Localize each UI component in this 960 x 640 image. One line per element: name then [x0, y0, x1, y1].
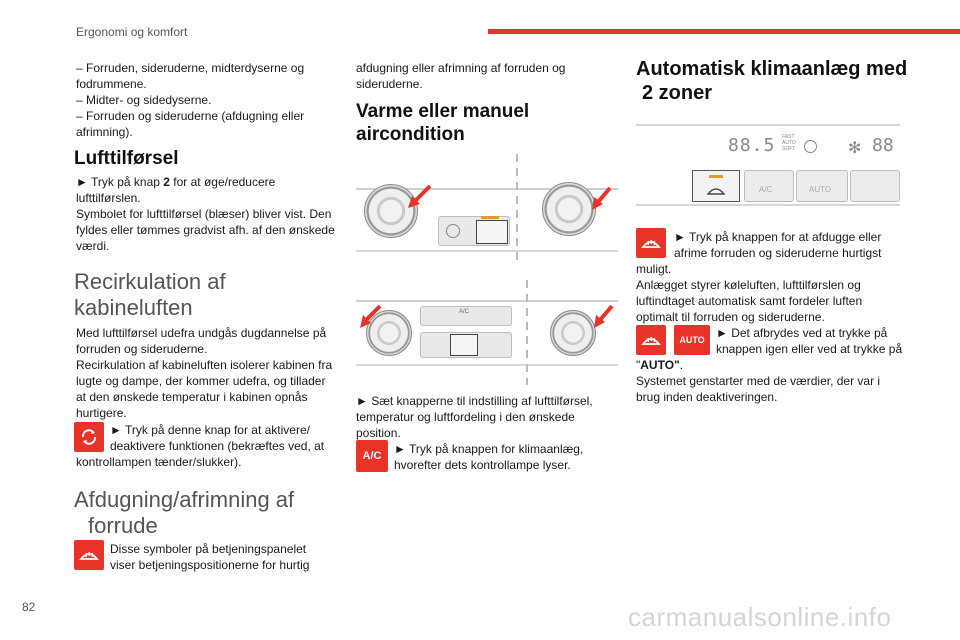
paragraph-line: Systemet genstarter med de værdier, der var i	[636, 374, 881, 388]
paragraph-line: ► Sæt knapperne til indstilling af lufttilførsel,	[356, 394, 593, 408]
blank-button	[850, 170, 900, 202]
panel-edge	[356, 300, 618, 302]
mode-soft: SOFT	[782, 146, 796, 152]
paragraph-line: ► Tryk på knappen for at afdugge eller	[674, 230, 882, 244]
column-1	[76, 60, 346, 140]
list-line: afrimning).	[76, 125, 133, 139]
auto-button-text-cont	[636, 357, 902, 405]
paragraph-line: knappen igen eller ved at trykke på	[716, 342, 903, 356]
manual-steps	[356, 393, 618, 441]
recirculation-badge	[74, 422, 104, 452]
page-number: 82	[22, 600, 36, 614]
auto-button	[796, 170, 848, 202]
recirculation-icon	[78, 426, 100, 448]
indicator-lamp	[709, 175, 723, 178]
heading-line: Afdugning/afrimning af	[74, 487, 295, 512]
heading-varme	[356, 100, 529, 146]
recirc-button-text-cont	[76, 454, 348, 470]
temperature-display-right: 88	[872, 135, 894, 156]
windscreen-defrost-icon	[640, 232, 662, 254]
paragraph-line: Symbolet for lufttilførsel (blæser) bliver vist. Den	[76, 207, 332, 221]
paragraph-line: hvorefter dets kontrollampe lyser.	[394, 458, 571, 472]
ac-badge	[356, 440, 388, 472]
recirculation-icon	[804, 140, 817, 153]
paragraph-line: ► Tryk på denne knap for at aktivere/	[110, 423, 310, 437]
paragraph-line: ► Tryk på knappen for klimaanlæg,	[394, 442, 584, 456]
header-accent-bar	[488, 29, 960, 34]
paragraph-line: ► Det afbrydes ved at trykke på	[716, 326, 888, 340]
seat-airflow-button	[476, 220, 508, 244]
recirkulation-body	[76, 325, 348, 421]
paragraph-line: viser betjeningspositionerne for hurtig	[110, 558, 310, 572]
auto-label: AUTO	[809, 185, 832, 194]
panel-edge	[636, 124, 900, 126]
defrost-button	[692, 170, 740, 202]
paragraph-line: at den ønskede temperatur i kabinen opnås	[76, 390, 308, 404]
fan-badge	[636, 325, 666, 355]
recirc-button-text	[110, 422, 350, 454]
ac-button	[744, 170, 794, 202]
ac-button	[420, 306, 512, 326]
panel-edge	[356, 364, 618, 366]
heading-line: 2 zoner	[642, 82, 713, 104]
paragraph-line	[636, 357, 902, 373]
paragraph-line: optimalt til forruden og sideruderne.	[636, 310, 825, 324]
paragraph-line: kontrollampen tænder/slukker).	[76, 455, 242, 469]
heading-line: Varme eller manuel	[356, 101, 530, 122]
afdugning-body	[110, 541, 350, 573]
windscreen-defrost-icon	[707, 182, 725, 196]
paragraph-line: position.	[356, 426, 401, 440]
divider-dashed	[516, 154, 518, 266]
paragraph-line: brug inden deaktiveringen.	[636, 390, 778, 404]
paragraph-line: muligt.	[636, 262, 672, 276]
paragraph-line: sideruderne.	[356, 77, 423, 91]
paragraph-line: deaktivere funktionen (bekræftes ved, at	[110, 439, 325, 453]
defrost-badge	[636, 228, 666, 258]
ac-badge-label: A/C	[362, 450, 382, 462]
auto-button-text	[716, 325, 906, 357]
text-span: ► Tryk på knap	[76, 175, 164, 189]
red-arrow-icon	[590, 302, 616, 330]
manual-panel-illustration-bottom	[356, 280, 618, 385]
paragraph-line: Recirkulation af kabineluften isolerer kabinen fra	[76, 358, 333, 372]
knob-number: 2	[163, 175, 170, 189]
heading-line: aircondition	[356, 124, 465, 145]
heading-lufttilforsel: Lufttilførsel	[74, 148, 179, 169]
paragraph-line: luftindtaget automatisk samt fordeler luften	[636, 294, 863, 308]
mode-auto: AUTO	[782, 140, 796, 146]
heading-recirkulation	[74, 269, 226, 321]
red-arrow-icon	[588, 184, 614, 212]
panel-edge	[636, 204, 900, 206]
fan-icon: ✻	[848, 140, 862, 157]
heading-line: kabineluften	[74, 295, 193, 320]
text-span: "	[636, 358, 641, 372]
auto-panel-illustration	[636, 120, 900, 210]
paragraph-line: hurtigere.	[76, 406, 127, 420]
heading-automatisk	[636, 57, 907, 105]
list-line: – Forruden og sideruderne (afdugning eller	[76, 109, 305, 123]
defrost-badge	[74, 540, 104, 570]
watermark: carmanualsonline.info	[628, 602, 892, 632]
mode-labels	[782, 134, 796, 152]
text-span: .	[679, 358, 684, 372]
list-line: – Midter- og sidedyserne.	[76, 93, 212, 107]
ac-button-text	[394, 441, 622, 473]
paragraph-line: forruden og sideruderne.	[76, 342, 208, 356]
heading-line: Recirkulation af	[74, 269, 226, 294]
paragraph-line: lugte og dampe, der kommer udefra, og tillader	[76, 374, 326, 388]
auto-text	[636, 261, 902, 325]
paragraph-line: Med lufttilførsel udefra undgås dugdannelse på	[76, 326, 327, 340]
text-span: for at øge/reducere	[169, 175, 276, 189]
column-2-top	[356, 60, 616, 92]
recirculation-icon	[446, 224, 460, 238]
mode-fast: FAST	[782, 134, 795, 140]
seat-airflow-button	[450, 334, 478, 356]
red-arrow-icon	[404, 182, 434, 212]
heading-afdugning	[74, 487, 294, 539]
defrost-text	[674, 229, 902, 261]
auto-keyword: AUTO"	[640, 358, 680, 372]
heading-line: Automatisk klimaanlæg med	[636, 58, 908, 80]
temperature-display-left: 88.5	[728, 135, 776, 156]
paragraph-line: Disse symboler på betjeningspanelet	[110, 542, 307, 556]
windscreen-defrost-icon	[78, 544, 100, 566]
header-title: Ergonomi og komfort	[76, 25, 188, 39]
panel-edge	[356, 250, 618, 252]
paragraph-line: afrime forruden og sideruderne hurtigst	[674, 246, 882, 260]
auto-badge	[674, 325, 710, 355]
auto-badge-label: AUTO	[679, 335, 705, 345]
paragraph-line: afdugning eller afrimning af forruden og	[356, 61, 566, 75]
ac-label: A/C	[459, 309, 470, 315]
red-arrow-icon	[356, 302, 384, 330]
divider-dashed	[526, 280, 528, 385]
ac-label: A/C	[759, 185, 773, 194]
paragraph-line: fyldes eller tømmes gradvist afh. af den ønskede	[76, 223, 335, 237]
lufttilforsel-body	[76, 174, 346, 254]
manual-panel-illustration-top	[356, 154, 618, 266]
paragraph-line	[76, 174, 346, 190]
paragraph-line: lufttilførslen.	[76, 191, 141, 205]
paragraph-line: Anlægget styrer kølelufte​n, lufttilførslen og	[636, 278, 861, 292]
heading-line: forrude	[88, 513, 158, 538]
list-line: – Forruden, sideruderne, midterdyserne og	[76, 61, 305, 75]
paragraph-line: temperatur og luftfordeling i den ønskede	[356, 410, 575, 424]
list-line: fodrummene.	[76, 77, 147, 91]
paragraph-line: værdi.	[76, 239, 110, 253]
indicator-lamp	[481, 216, 499, 219]
windscreen-defrost-icon	[640, 329, 662, 351]
